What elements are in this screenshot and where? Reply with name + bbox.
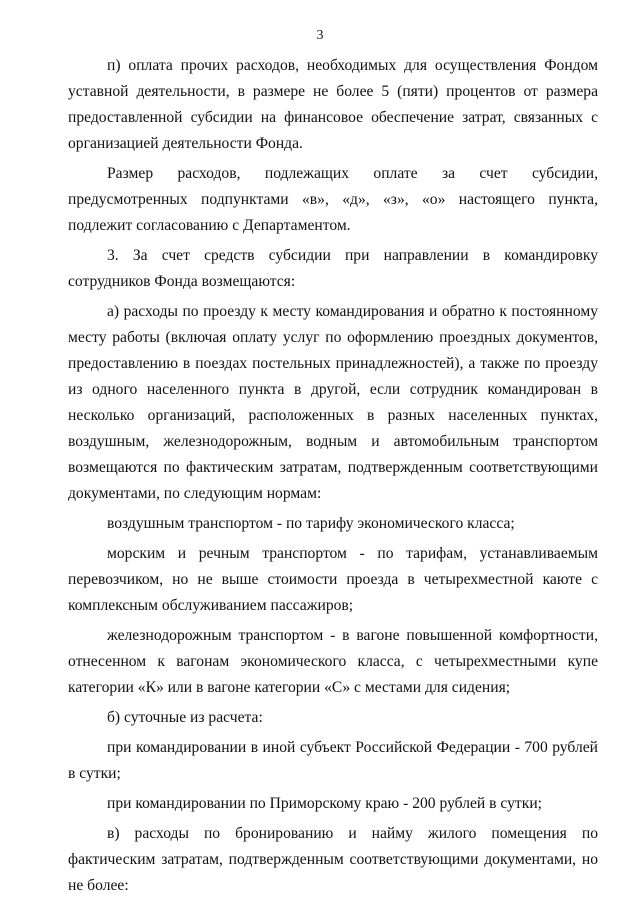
paragraph-a-travel-costs: а) расходы по проезду к месту командирования и обратно к постоянному месту работы (включая оплату услуг по оформлению проездных документов, предоставлению в поездах постельных принадлежностей), а также по проезду из одного населенного пункта в другой, если сотрудник командирован в несколько организаций, расположенных в разных населенных пунктах, воздушным, железнодорожным, водным и автомобильным транспортом возмещаются по фактическим затратам, подтвержденным соответствующими документами, по следующим нормам: (68, 303, 598, 502)
paragraph-b-per-diem: б) суточные из расчета: (107, 709, 263, 726)
paragraph-per-diem-primorsky: при командировании по Приморскому краю - 200 рублей в сутки; (107, 795, 542, 812)
page-number: 3 (316, 28, 324, 43)
document-body (68, 53, 598, 903)
paragraph-sea-river-transport: морским и речным транспортом - по тарифам, устанавливаемым перевозчиком, но не выше стоимости проезда в четырехместной каюте с комплексным обслуживанием пассажиров; (68, 545, 598, 614)
paragraph-v-accommodation: в) расходы по бронированию и найму жилого помещения по фактическим затратам, подтвержденным соответствующими документами, но не более: (68, 825, 598, 894)
paragraph-per-diem-other-region: при командировании в иной субъект Российской Федерации - 700 рублей в сутки; (68, 739, 598, 782)
paragraph-air-transport: воздушным транспортом - по тарифу экономического класса; (107, 515, 515, 532)
paragraph-expense-approval: Размер расходов, подлежащих оплате за счет субсидии, предусмотренных подпунктами «в», «д», «з», «о» настоящего пункта, подлежит согласованию с Департаментом. (68, 165, 598, 234)
paragraph-p-other-expenses: п) оплата прочих расходов, необходимых для осуществления Фондом уставной деятельности, в размере не более 5 (пяти) процентов от размера предоставленной субсидии на финансовое обеспечение затрат, связанных с организацией деятельности Фонда. (68, 57, 598, 152)
paragraph-section-3-travel: 3. За счет средств субсидии при направлении в командировку сотрудников Фонда возмещаются: (68, 247, 598, 290)
paragraph-rail-transport: железнодорожным транспортом - в вагоне повышенной комфортности, отнесенном к вагонам экономического класса, с четырехместными купе категории «К» или в вагоне категории «С» с местами для сидения; (68, 627, 598, 696)
